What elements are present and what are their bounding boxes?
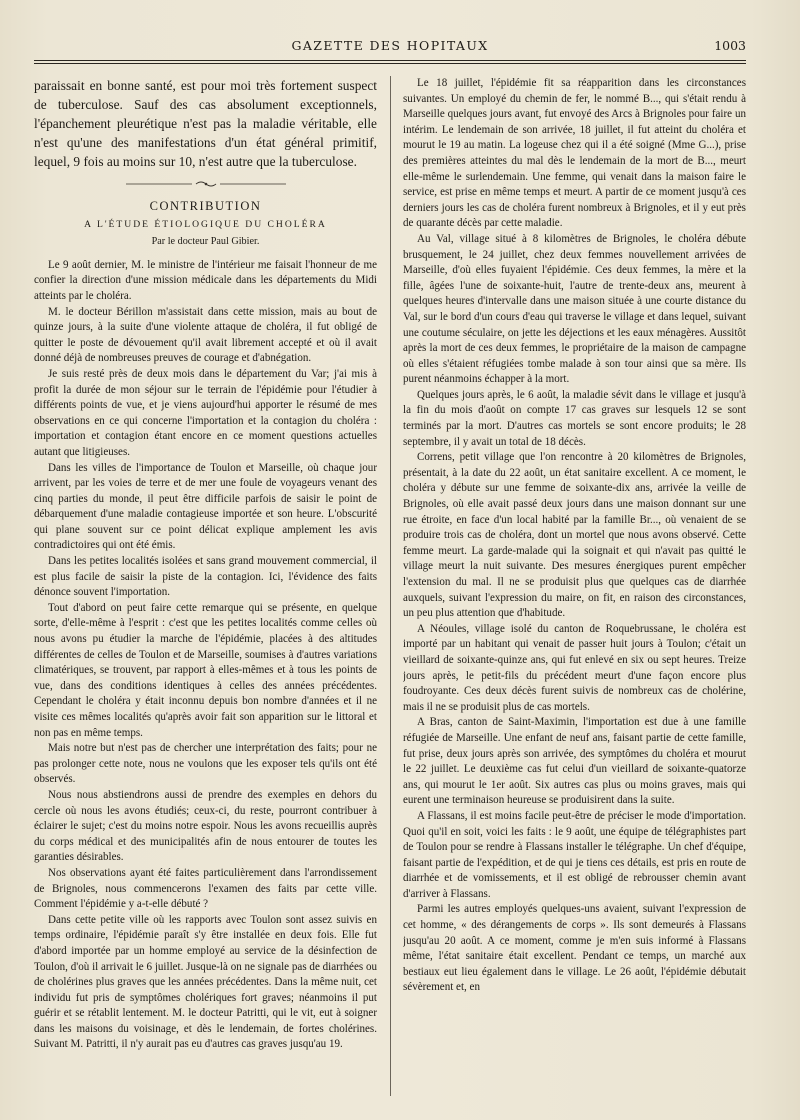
page-header bbox=[34, 34, 746, 64]
lead-paragraph: paraissait en bonne santé, est pour moi très fortement suspect de tuberculose. Sauf des cas absolument exceptionnels, l'épanchement pleurétique n'est pas la maladie véritable, elle n'est qu'une des manifestations d'un état général primitif, lequel, 9 fois au moins sur 10, n'est autre que la tuberculose. bbox=[34, 78, 377, 169]
right-column bbox=[403, 76, 746, 1096]
paragraph: A Bras, canton de Saint-Maximin, l'importation est due à une famille réfugiée de Marseille. Une enfant de neuf ans, faisant partie de cette famille, fut prise, deux jours après son arrivée, des symptômes du choléra et mourut le 22 juillet. Le deuxième cas fut celui d'un vieillard de soixante-quatorze ans, qui mourut le 1er août. Six autres cas plus ou moins graves, mais qui eurent une terminaison heureuse se produisirent dans la suite. bbox=[403, 716, 746, 807]
paragraph: Tout d'abord on peut faire cette remarque qui se présente, en quelque sorte, d'elle-même à l'esprit : c'est que les petites localités comme celles où nous avons pu étudier la marche de l'épidémie, placées à des altitudes différentes de celles de Toulon et de Marseille, soumises à d'autres variations climatériques, se trouvent, par rapport à elles-mêmes et à tous les points de vue, dans des conditions identiques à celles des années précédentes. Cependant le choléra y était inconnu depuis bon nombre d'années et il ne visite ces mêmes localités qu'après avoir fait son apparition sur le littoral et non pas en même temps. bbox=[34, 601, 377, 739]
article-subtitle: A L'ÉTUDE ÉTIOLOGIQUE DU CHOLÉRA bbox=[84, 218, 327, 230]
paragraph: Au Val, village situé à 8 kilomètres de Brignoles, le choléra débute brusquement, le 24 juillet, chez deux femmes nouvellement arrivées de Marseille, d'où elles fuyaient l'épidémie. Ces deux femmes, la mère et la fille, âgées l'une de soixante-huit, l'autre de trente-deux ans, meurent à quelques heures d'intervalle dans une maison située à une courte distance du Val, sur le bord d'un cours d'eau qui traverse le village et dans lequel, suivant une coutume séculaire, on jette les déjections et les eaux ménagères. Aussitôt après la mort de ces deux femmes, le propriétaire de la maison de campagne où elles s'étaient réfugiées tombe malade à son tour ainsi que sa mère. Ils purent néanmoins échapper à la mort. bbox=[403, 232, 746, 386]
paragraph: Dans les villes de l'importance de Toulon et Marseille, où chaque jour arrivent, par les voies de terre et de mer une foule de voyageurs venant des cinq parties du monde, il peut être difficile parfois de saisir le point de débarquement d'une maladie contagieuse importée et son heure. L'obscurité qui plane souvent sur ce point délicat explique amplement les avis contradictoires qui ont été émis. bbox=[34, 461, 377, 552]
paragraph: Mais notre but n'est pas de chercher une interprétation des faits; pour ne pas prolonger cette note, nous ne voulons que les exposer tels qu'ils ont été observés. bbox=[34, 742, 377, 786]
article-author: Par le docteur Paul Gibier. bbox=[151, 236, 260, 248]
paragraph: Nous nous abstiendrons aussi de prendre des exemples en dehors du cercle où nous les avons étudiés; ceux-ci, du reste, pourront contribuer à éclairer le sujet; c'est du moins notre espoir. Nous les avons recueillis auprès du corps médical et des municipalités afin de nous entourer de toutes les garanties désirables. bbox=[34, 788, 377, 864]
paragraph: Le 18 juillet, l'épidémie fit sa réapparition dans les circonstances suivantes. Un employé du chemin de fer, le nommé B..., qui s'était rendu à Marseille quelques jours avant, fut envoyé des Arcs à Brignoles pour faire un intérim. Le lendemain de son arrivée, 18 juillet, il fut atteint du choléra et mourut le 19 au matin. La logeuse chez qui il a été soigné (Mme G...), prise des premières atteintes du mal dès le lendemain de la mort de B..., meurt elle-même le surlendemain. Une femme, qui venait dans la maison faire le service, est prise en même temps et meurt. A partir de ce moment jusqu'à ces derniers jours les cas de choléra furent nombreux à Brignoles, et il y eut près de quarante décès par cette maladie. bbox=[403, 77, 746, 230]
journal-title: GAZETTE DES HOPITAUX bbox=[291, 38, 489, 53]
paragraph: Parmi les autres employés quelques-uns avaient, suivant l'expression de cet homme, « des dérangements de corps ». Ils sont demeurés à Flassans jusqu'au 20 août. A ce moment, comme je m'en suis informé à Flassans même, l'état sanitaire était excellent. Pendant ce temps, un marché aux bestiaux eut lieu également dans le village. Le 26 août, l'épidémie débutait sévèrement et, en bbox=[403, 903, 746, 994]
paragraph: Quelques jours après, le 6 août, la maladie sévit dans le village et jusqu'à la fin du mois d'août on compte 17 cas graves sur lesquels 12 se sont terminés par la mort. D'autres cas mortels se sont encore produits; le 28 septembre, il y avait un total de 18 décès. bbox=[403, 388, 746, 448]
paragraph: A Néoules, village isolé du canton de Roquebrussane, le choléra est importé par un habitant qui venait de passer huit jours à Toulon; c'était un vieillard de soixante-quinze ans, qui fut enlevé en six ou sept heures. Treize jours après, le petit-fils du précédent meurt d'une façon encore plus foudroyante. Ces deux décès furent suivis de nombreux cas de cholérine, mais il ne se produisit plus de cas mortels. bbox=[403, 622, 746, 713]
left-column bbox=[34, 76, 377, 1096]
text-columns bbox=[34, 76, 746, 1096]
paragraph: Dans les petites localités isolées et sans grand mouvement commercial, il est plus facile de saisir la piste de la contagion. Ici, l'évidence des faits dénonce souvent l'importation. bbox=[34, 555, 377, 599]
ornament-divider bbox=[126, 179, 286, 189]
article-title: CONTRIBUTION bbox=[149, 199, 262, 213]
header-rule bbox=[34, 60, 746, 64]
paragraph: Dans cette petite ville où les rapports avec Toulon sont assez suivis en temps ordinaire, l'épidémie paraît s'y être installée en deux fois. Elle fut d'abord importée par un homme employé au service de la désinfection de Toulon, d'où il arrivait le 6 juillet. Jusque-là on ne signale pas de diarrhées ou de cholérines plus graves que les années précédentes. Dans la même nuit, cet individu fut pris de symptômes cholériques fort graves; néanmoins il put guérir et se rétablit lentement. M. le docteur Patritti, qui le vit, eut à soigner dans les maisons du voisinage, et dès le lendemain, de fortes cholérines. Suivant M. Patritti, il n'y aurait pas eu d'autres cas graves jusqu'au 19. bbox=[34, 913, 377, 1051]
column-divider bbox=[390, 76, 391, 1096]
paragraph: Je suis resté près de deux mois dans le département du Var; j'ai mis à profit la durée de mon séjour sur le terrain de l'épidémie pour l'étudier à différents points de vue, et je viens aujourd'hui apporter le résumé de mes observations en ce qui concerne l'importation et la contagion du choléra : importation et contagion étant encore en ce moment questions actuelles autant que litigieuses. bbox=[34, 367, 377, 458]
paragraph: Nos observations ayant été faites particulièrement dans l'arrondissement de Brignoles, nous commencerons l'examen des faits par cette ville. Comment l'épidémie y a-t-elle débuté ? bbox=[34, 866, 377, 911]
paragraph: A Flassans, il est moins facile peut-être de préciser le mode d'importation. Quoi qu'il en soit, voici les faits : le 9 août, une équipe de télégraphistes part de Toulon pour se rendre à Flassans installer le télégraphe. Un chef d'équipe, faisant partie de l'expédition, et de qui je tiens ces détails, est pris en route de diarrhée et de vomissements, et il est obligé de rebrousser chemin avant d'arriver à Flassans. bbox=[403, 809, 746, 900]
page-number: 1003 bbox=[714, 38, 746, 53]
paragraph: Le 9 août dernier, M. le ministre de l'intérieur me faisait l'honneur de me confier la direction d'une mission médicale dans les départements du Midi atteints par le choléra. bbox=[34, 258, 377, 302]
paragraph: M. le docteur Bérillon m'assistait dans cette mission, mais au bout de quinze jours, à la suite d'une violente attaque de choléra, il fut obligé de quitter le poste de dévouement qu'il avait librement accepté et où il avait donné déjà de nombreuses preuves de courage et d'abnégation. bbox=[34, 305, 377, 365]
paragraph: Correns, petit village que l'on rencontre à 20 kilomètres de Brignoles, présentait, à la date du 22 août, un état sanitaire excellent. A ce moment, le choléra y débute sur une femme de soixante-dix ans, arrivée la veille de Brignoles, où elle avait passé deux jours dans une maison donnant sur une rue étroite, en face d'un local habité par la famille Br..., où venaient de se produire trois cas de choléra, dont un mortel que nous avons observé. Cette femme meurt. La garde-malade qui la soignait et qui n'avait pas quitté le village meurt la nuit suivante. Des mesures énergiques purent empêcher l'extension du mal. Il ne se produisit plus que quelques cas de diarrhée auxquels, suivant l'expression du maire, on fit, en raison des circonstances, un peu plus attention que d'habitude. bbox=[403, 451, 746, 620]
